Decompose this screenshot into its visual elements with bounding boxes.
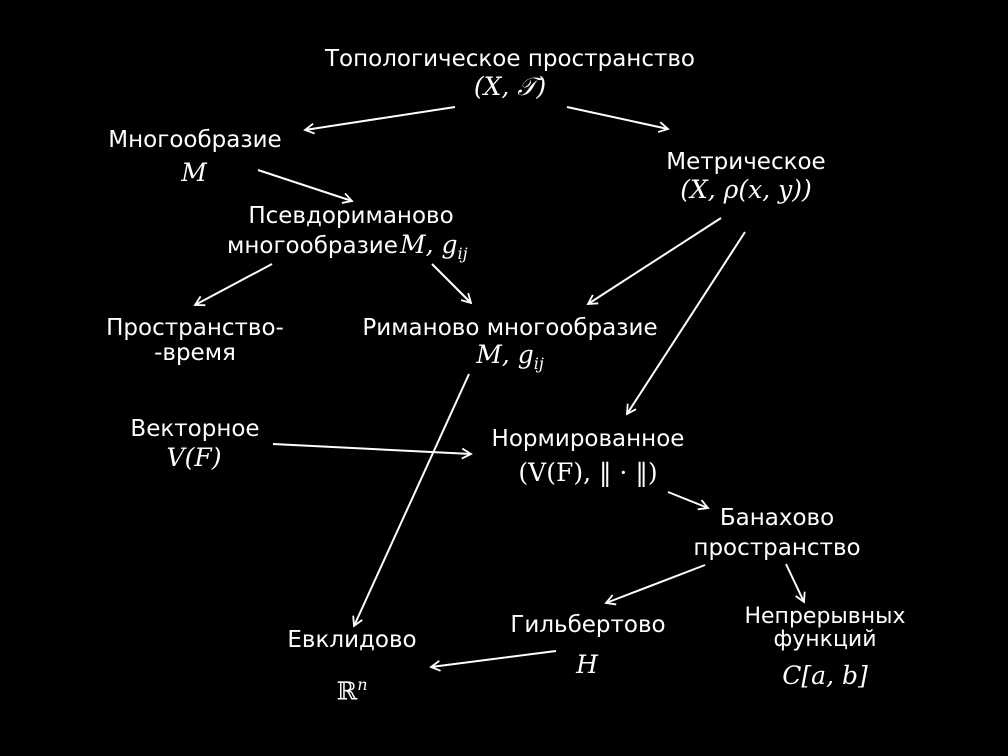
node-normed-formula: (V(F), ‖ · ‖) [518, 458, 658, 487]
node-pseudo-riemannian-title-line2: многообразие [227, 233, 398, 259]
node-euclidean-title: Евклидово [287, 627, 417, 653]
arrow-pseudo-riemannian-to-riemannian [432, 264, 471, 303]
node-pseudo-riemannian-formula: M, $g_{ij}$ [400, 230, 468, 263]
arrow-banach-to-hilbert [606, 565, 705, 603]
node-topological-formula: (X, 𝒯) [473, 72, 547, 101]
node-spacetime-title-line2: -время [154, 340, 236, 366]
arrow-hilbert-to-euclidean [431, 651, 556, 667]
node-manifold-title: Многообразие [108, 127, 282, 153]
node-continuous-title-line2: функций [773, 627, 877, 652]
node-pseudo-riemannian-title-line1: Псевдориманово [248, 203, 454, 229]
node-topological-title: Топологическое пространство [325, 46, 695, 72]
arrow-vector-to-normed [273, 444, 471, 454]
node-normed-title: Нормированное [491, 426, 685, 452]
node-hilbert-title: Гильбертово [510, 612, 666, 638]
arrow-banach-to-continuous [786, 564, 804, 602]
node-hilbert-formula: H [576, 650, 598, 679]
node-vector-title: Векторное [130, 416, 260, 442]
node-riemannian-formula: M, $g_{ij}$ [476, 340, 544, 373]
node-vector-formula: V(F) [166, 443, 222, 472]
node-euclidean-formula: ℝ$^n$ [336, 675, 368, 706]
node-metric-title: Метрическое [666, 149, 826, 175]
node-continuous-formula: C[a, b] [782, 661, 868, 690]
node-continuous-title-line1: Непрерывных [744, 604, 906, 629]
node-manifold-formula: M [181, 158, 207, 187]
arrow-topological-to-manifold [305, 107, 455, 130]
node-riemannian-title: Риманово многообразие [362, 315, 658, 341]
node-banach-title-line2: пространство [693, 535, 861, 561]
arrow-topological-to-metric [567, 107, 668, 129]
arrow-normed-to-banach [668, 492, 708, 508]
node-banach-title-line1: Банахово [719, 505, 835, 531]
arrow-riemannian-to-euclidean [354, 374, 469, 626]
node-metric-formula: (X, ρ(x, y)) [680, 175, 812, 204]
arrow-pseudo-riemannian-to-spacetime [195, 264, 272, 305]
arrow-metric-to-riemannian [588, 218, 721, 304]
arrow-manifold-to-pseudo-riemannian [258, 170, 352, 201]
node-spacetime-title-line1: Пространство- [106, 315, 284, 341]
